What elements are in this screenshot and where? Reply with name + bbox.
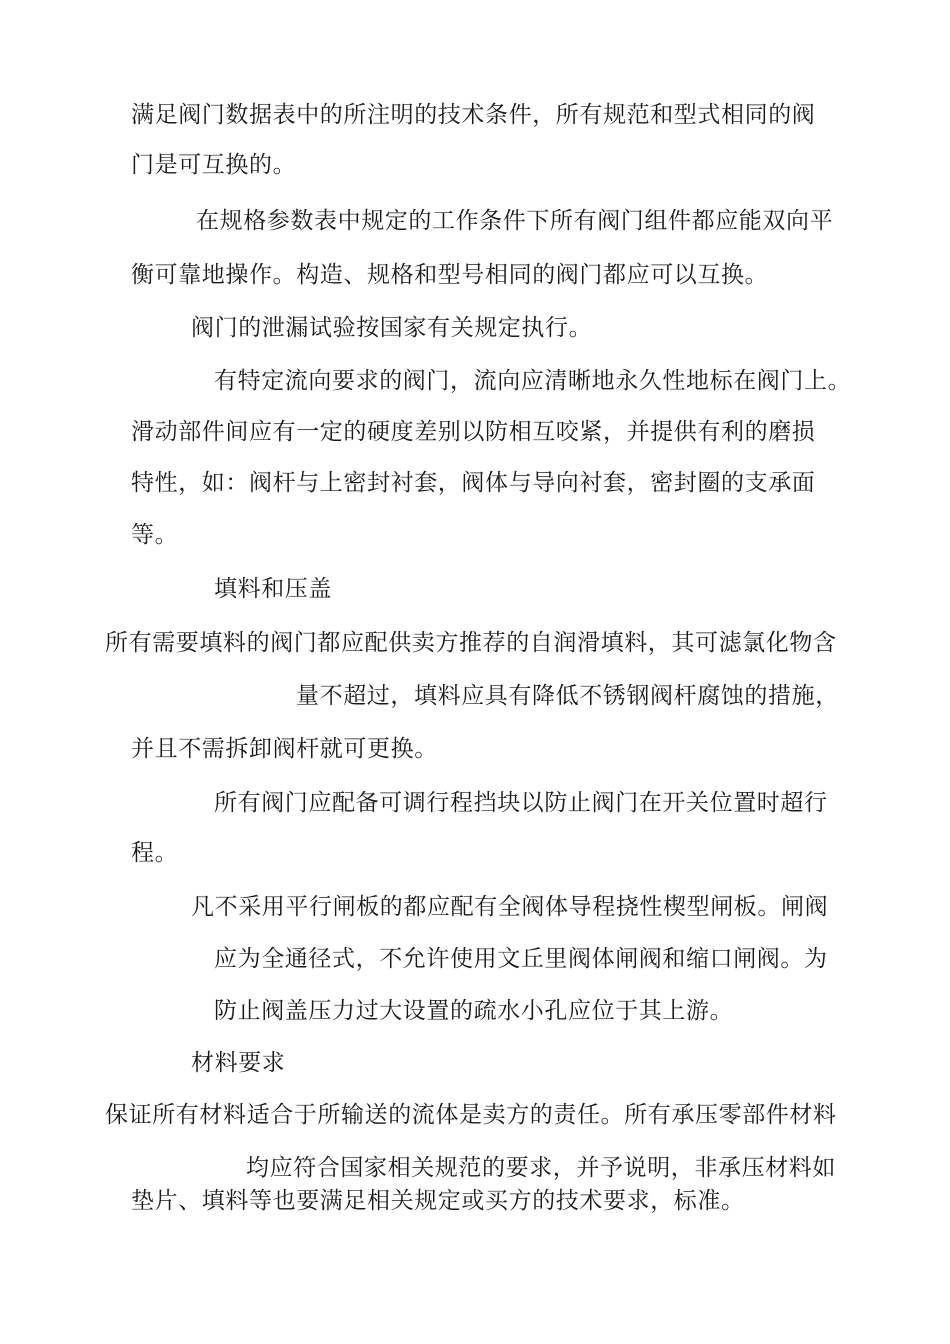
text-line-18: 防止阀盖压力过大设置的疏水小孔应位于其上游。: [214, 998, 734, 1024]
text-line-13: 并且不需拆卸阀杆就可更换。: [131, 736, 438, 762]
text-line-16: 凡不采用平行闸板的都应配有全阀体导程挠性楔型闸板。闸阀: [191, 894, 829, 920]
text-line-15: 程。: [131, 840, 179, 866]
text-line-1: 满足阀门数据表中的所注明的技术条件，所有规范和型式相同的阀: [131, 102, 816, 128]
text-line-5: 阀门的泄漏试验按国家有关规定执行。: [191, 315, 593, 341]
text-line-21: 均应符合国家相关规范的要求，并予说明，非承压材料如: [246, 1155, 836, 1181]
text-line-20: 保证所有材料适合于所输送的流体是卖方的责任。所有承压零部件材料: [105, 1102, 837, 1128]
text-line-4: 衡可靠地操作。构造、规格和型号相同的阀门都应可以互换。: [131, 262, 769, 288]
text-line-7: 滑动部件间应有一定的硬度差别以防相互咬紧，并提供有利的磨损: [131, 419, 816, 445]
text-line-6: 有特定流向要求的阀门，流向应清晰地永久性地标在阀门上。: [214, 368, 852, 394]
text-line-8: 特性，如：阀杆与上密封衬套，阀体与导向衬套，密封圈的支承面: [131, 470, 816, 496]
text-line-14: 所有阀门应配备可调行程挡块以防止阀门在开关位置时超行: [214, 790, 828, 816]
text-line-12: 量不超过，填料应具有降低不锈钢阀杆腐蚀的措施，: [296, 683, 839, 709]
text-line-17: 应为全通径式，不允许使用文丘里阀体闸阀和缩口闸阀。为: [214, 946, 828, 972]
text-line-22: 垫片、填料等也要满足相关规定或买方的技术要求，标准。: [131, 1188, 745, 1214]
section-heading-materials: 材料要求: [191, 1050, 286, 1076]
text-line-9: 等。: [131, 522, 179, 548]
section-heading-packing: 填料和压盖: [214, 576, 332, 602]
text-line-3: 在规格参数表中规定的工作条件下所有阀门组件都应能双向平: [196, 208, 834, 234]
text-line-11: 所有需要填料的阀门都应配供卖方推荐的自润滑填料，其可滤氯化物含: [105, 630, 837, 656]
text-line-2: 门是可互换的。: [131, 152, 297, 178]
